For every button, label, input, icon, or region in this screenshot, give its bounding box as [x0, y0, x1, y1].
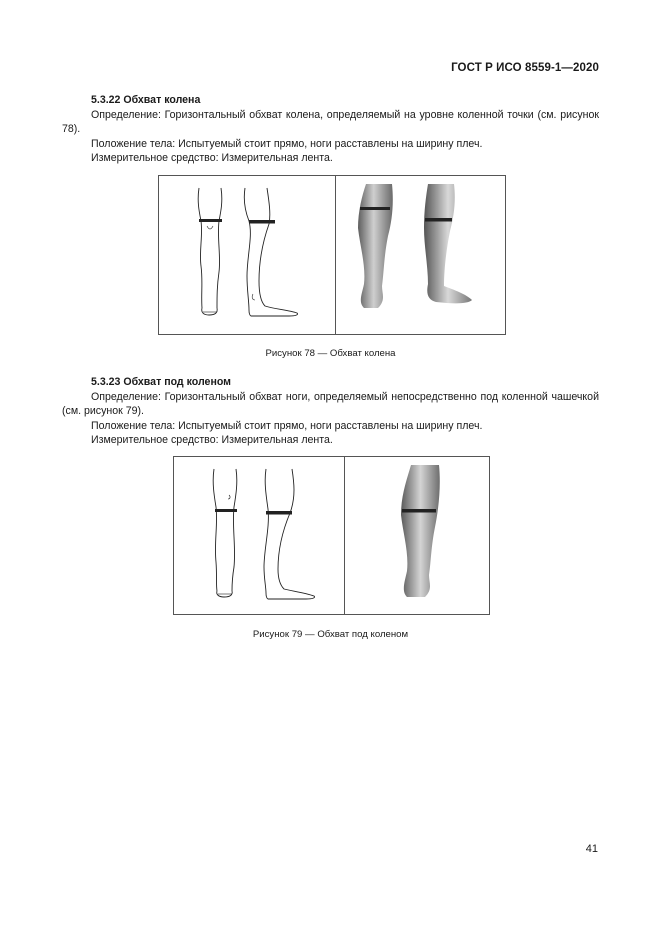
figure-caption: Рисунок 78 — Обхват колена — [265, 348, 396, 359]
instrument-text: Измерительное средство: Измерительная лента. — [91, 434, 333, 447]
measurement-tape-marker — [215, 509, 237, 512]
figure-79 — [173, 456, 490, 615]
figure-caption: Рисунок 79 — Обхват под коленом — [252, 629, 409, 640]
section-title: 5.3.22 Обхват колена — [91, 94, 201, 106]
measurement-tape-marker — [425, 218, 452, 222]
body-position-text: Положение тела: Испытуемый стоит прямо, ноги расставлены на ширину плеч. — [91, 419, 483, 432]
measurement-tape-marker — [402, 509, 436, 513]
document-header: ГОСТ Р ИСО 8559-1—2020 — [451, 62, 599, 74]
measurement-tape-marker — [249, 220, 275, 224]
measurement-tape-marker — [266, 511, 292, 515]
section-title: 5.3.23 Обхват под коленом — [91, 376, 232, 388]
section-below-knee-girth — [62, 375, 599, 448]
leg-line-drawing — [159, 176, 335, 334]
body-position-text: Положение тела: Испытуемый стоит прямо, ноги расставлены на ширину плеч. — [91, 137, 483, 150]
leg-3d-scan-image — [345, 457, 489, 614]
measurement-tape-marker — [360, 207, 390, 210]
leg-line-drawing — [174, 457, 344, 614]
instrument-text: Измерительное средство: Измерительная лента. — [91, 152, 333, 165]
definition-text: Определение: Горизонтальный обхват ноги, определяемый непосредственно под коленной чашечкой (см. рисунок 79). — [62, 390, 599, 418]
figure-78 — [158, 175, 506, 335]
measurement-tape-marker — [199, 219, 222, 222]
section-knee-girth — [62, 93, 599, 166]
leg-3d-scan-image — [336, 176, 505, 334]
page-number: 41 — [585, 843, 598, 855]
definition-text: Определение: Горизонтальный обхват колена, определяемый на уровне коленной точки (см. рисунок 78). — [62, 108, 599, 136]
